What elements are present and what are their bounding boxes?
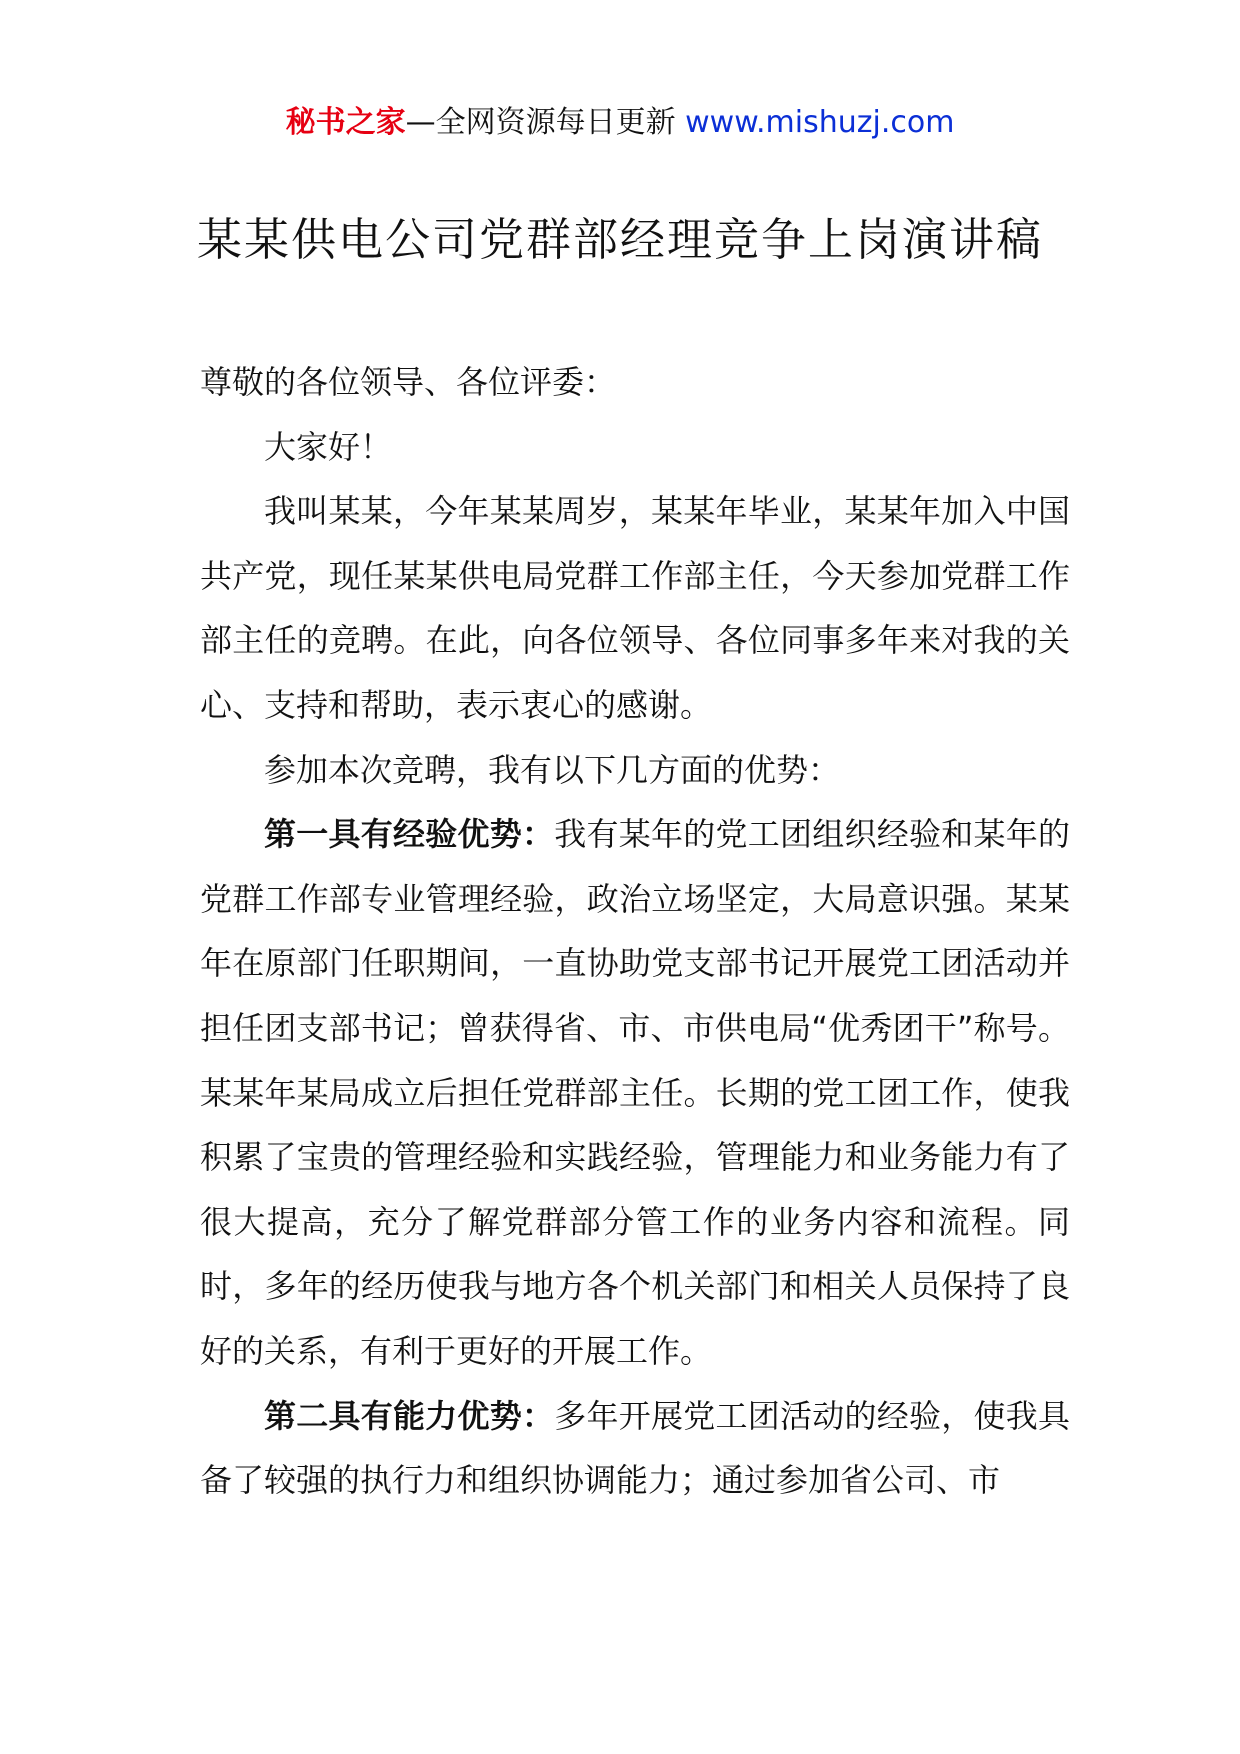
- site-header: [0, 103, 1240, 143]
- paragraph-introduction: 我叫某某，今年某某周岁，某某年毕业，某某年加入中国共产党，现任某某供电局党群工作部主任，今天参加党群工作部主任的竞聘。在此，向各位领导、各位同事多年来对我的关心、支持和帮助，表示衷心的感谢。: [200, 492, 1070, 724]
- site-url-link[interactable]: www.mishuzj.com: [685, 105, 955, 140]
- document-title: 某某供电公司党群部经理竞争上岗演讲稿: [196, 213, 1043, 266]
- greeting: 大家好！: [264, 427, 393, 466]
- document-body: [200, 350, 1070, 1513]
- header-tagline: —全网资源每日更新: [405, 105, 686, 140]
- experience-advantage-heading: 第一具有经验优势：: [264, 815, 555, 854]
- paragraph-experience-advantage: [200, 802, 1070, 1383]
- ability-advantage-heading: 第二具有能力优势：: [264, 1396, 555, 1435]
- paragraph-ability-advantage: [200, 1384, 1070, 1513]
- experience-advantage-text: 我有某年的党工团组织经验和某年的党群工作部专业管理经验，政治立场坚定，大局意识强。某某年在原部门任职期间，一直协助党支部书记开展党工团活动并担任团支部书记；曾获得省、市、市供电局“优秀团干”称号。某某年某局成立后担任党群部主任。长期的党工团工作，使我积累了宝贵的管理经验和实践经验，管理能力和业务能力有了很大提高，充分了解党群部分管工作的业务内容和流程。同时，多年的经历使我与地方各个机关部门和相关人员保持了良好的关系，有利于更好的开展工作。: [200, 815, 1070, 1370]
- brand-name: 秘书之家: [285, 105, 406, 140]
- paragraph-advantages-intro: 参加本次竞聘，我有以下几方面的优势：: [264, 750, 841, 789]
- salutation: 尊敬的各位领导、各位评委：: [200, 363, 617, 401]
- ability-advantage-text: 多年开展党工团活动的经验，使我具备了较强的执行力和组织协调能力；通过参加省公司、市: [200, 1396, 1070, 1500]
